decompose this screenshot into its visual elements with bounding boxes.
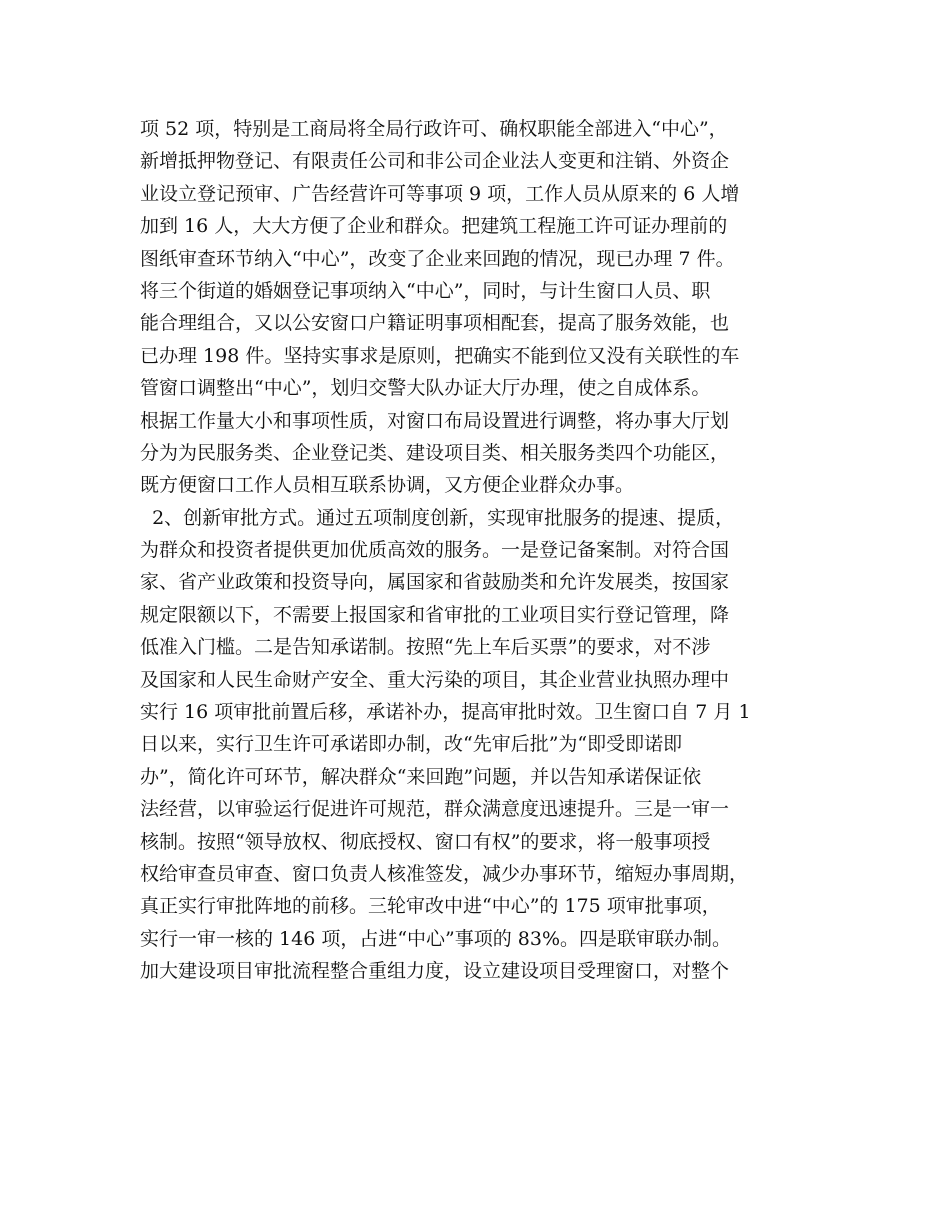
text-line: 核制。按照“领导放权、彻底授权、窗口有权”的要求，将一般事项授 [140, 830, 711, 853]
text-line: 将三个街道的婚姻登记事项纳入“中心”，同时，与计生窗口人员、职 [140, 279, 711, 302]
text-line: 新增抵押物登记、有限责任公司和非公司企业法人变更和注销、外资企 [140, 150, 730, 173]
text-line: 规定限额以下，不需要上报国家和省审批的工业项目实行登记管理，降 [140, 603, 730, 626]
text-line: 日以来，实行卫生许可承诺即办制，改“先审后批”为“即受即诺即 [140, 733, 683, 756]
text-line: 项 52 项，特别是工商局将全局行政许可、确权职能全部进入“中心”， [140, 118, 728, 140]
text-line: 权给审查员审查、窗口负责人核准签发，减少办事环节，缩短办事周期， [140, 862, 749, 885]
text-line: 根据工作量大小和事项性质，对窗口布局设置进行调整，将办事大厅划 [140, 409, 730, 432]
text-line: 加大建设项目审批流程整合重组力度，设立建设项目受理窗口，对整个 [140, 960, 730, 983]
text-line: 加到 16 人，大大方便了企业和群众。把建筑工程施工许可证办理前的 [140, 215, 728, 238]
text-line: 为群众和投资者提供更加优质高效的服务。一是登记备案制。对符合国 [140, 539, 730, 562]
body-text [140, 113, 840, 988]
text-line: 家、省产业政策和投资导向，属国家和省鼓励类和允许发展类，按国家 [140, 571, 730, 594]
text-line: 已办理 198 件。坚持实事求是原则，把确实不能到位又没有关联性的车 [140, 344, 740, 367]
text-line: 既方便窗口工作人员相互联系协调，又方便企业群众办事。 [140, 474, 635, 497]
text-line: 管窗口调整出“中心”，划归交警大队办证大厅办理，使之自成体系。 [140, 377, 711, 400]
text-line: 低准入门槛。二是告知承诺制。按照“先上车后买票”的要求，对不涉 [140, 636, 711, 659]
text-line: 真正实行审批阵地的前移。三轮审改中进“中心”的 175 项审批事项， [140, 895, 721, 918]
text-line: 实行一审一核的 146 项，占进“中心”事项的 83%。四是联审联办制。 [140, 927, 732, 950]
text-line: 办”，简化许可环节，解决群众“来回跑”问题，并以告知承诺保证依 [140, 765, 702, 788]
text-line: 业设立登记预审、广告经营许可等事项 9 项，工作人员从原来的 6 人增 [140, 182, 740, 205]
text-line: 法经营，以审验运行促进许可规范，群众满意度迅速提升。三是一审一 [140, 798, 730, 821]
text-line: 2、创新审批方式。通过五项制度创新，实现审批服务的提速、提质， [140, 506, 735, 529]
text-line: 能合理组合，又以公安窗口户籍证明事项相配套，提高了服务效能，也 [140, 312, 730, 335]
text-line: 及国家和人民生命财产安全、重大污染的项目，其企业营业执照办理中 [140, 668, 730, 691]
text-line: 实行 16 项审批前置后移，承诺补办，提高审批时效。卫生窗口自 7 月 1 [140, 701, 751, 724]
text-line: 图纸审查环节纳入“中心”，改变了企业来回跑的情况，现已办理 7 件。 [140, 247, 735, 270]
text-line: 分为为民服务类、企业登记类、建设项目类、相关服务类四个功能区， [140, 441, 730, 464]
